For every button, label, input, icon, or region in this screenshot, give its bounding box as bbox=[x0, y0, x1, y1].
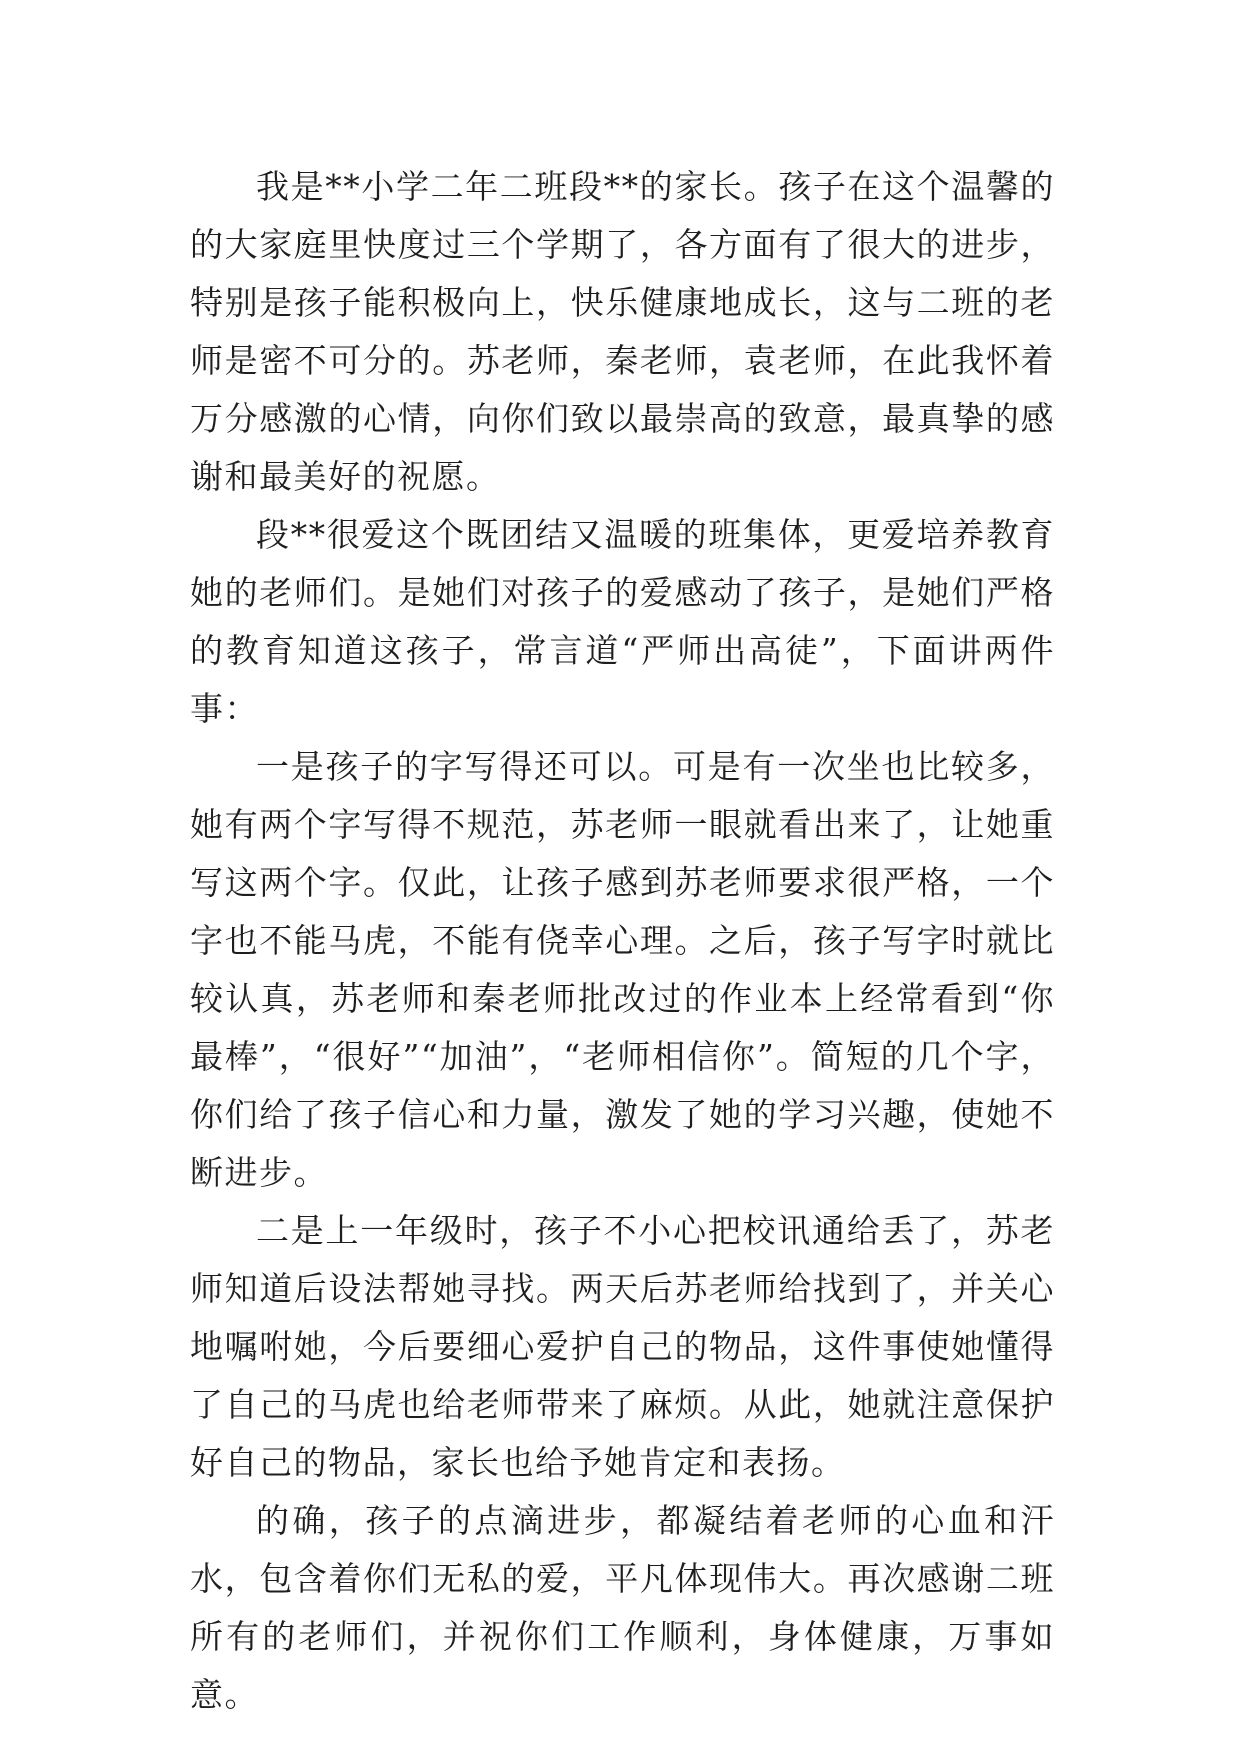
paragraph-story-lost-item: 二是上一年级时，孩子不小心把校讯通给丢了，苏老师知道后设法帮她寻找。两天后苏老师给找到了，并关心地嘱咐她，今后要细心爱护自己的物品，这件事使她懂得了自己的马虎也给老师带来了麻烦。从此，她就注意保护好自己的物品，家长也给予她肯定和表扬。 bbox=[190, 1211, 1055, 1482]
paragraph-intro: 我是**小学二年二班段**的家长。孩子在这个温馨的的大家庭里快度过三个学期了，各方面有了很大的进步，特别是孩子能积极向上，快乐健康地成长，这与二班的老师是密不可分的。苏老师，秦老师，袁老师，在此我怀着万分感激的心情，向你们致以最崇高的致意，最真挚的感谢和最美好的祝愿。 bbox=[190, 167, 1055, 496]
paragraph-closing: 的确，孩子的点滴进步，都凝结着老师的心血和汗水，包含着你们无私的爱，平凡体现伟大。再次感谢二班所有的老师们，并祝你们工作顺利，身体健康，万事如意。 bbox=[190, 1501, 1055, 1714]
letter-body bbox=[190, 158, 1055, 1724]
paragraph-class-love: 段**很爱这个既团结又温暖的班集体，更爱培养教育她的老师们。是她们对孩子的爱感动了孩子，是她们严格的教育知道这孩子，常言道“严师出高徒”，下面讲两件事： bbox=[190, 515, 1055, 728]
paragraph-story-handwriting: 一是孩子的字写得还可以。可是有一次坐也比较多，她有两个字写得不规范，苏老师一眼就看出来了，让她重写这两个字。仅此，让孩子感到苏老师要求很严格，一个字也不能马虎，不能有侥幸心理。之后，孩子写字时就比较认真，苏老师和秦老师批改过的作业本上经常看到“你最棒”，“很好”“加油”，“老师相信你”。简短的几个字，你们给了孩子信心和力量，激发了她的学习兴趣，使她不断进步。 bbox=[190, 747, 1055, 1192]
